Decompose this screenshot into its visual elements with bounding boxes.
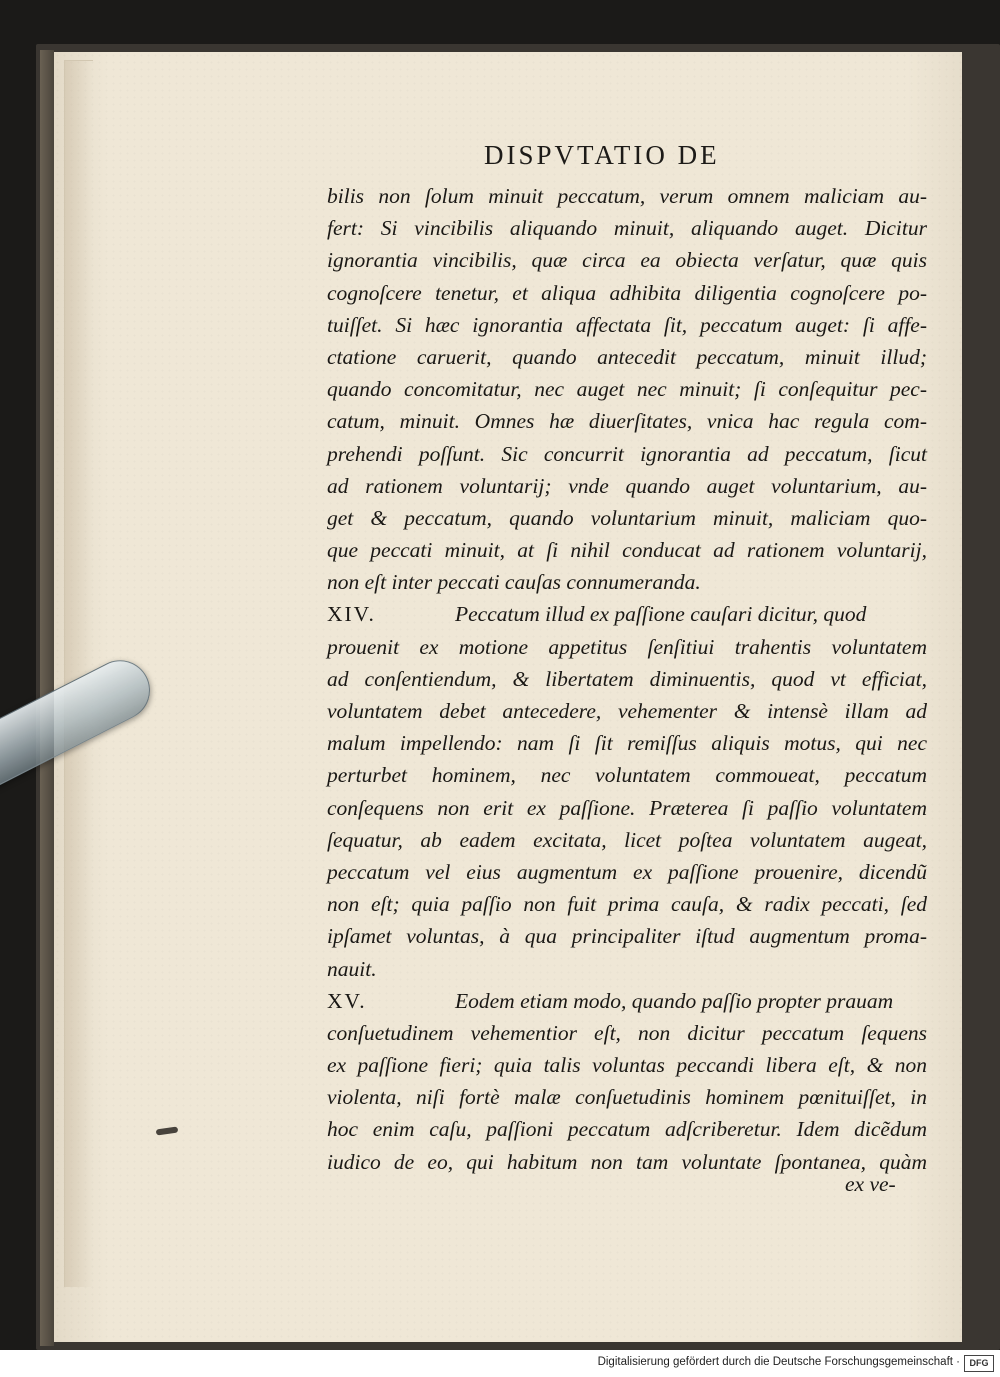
text-line-content: ctatione caruerit, quando antecedit peccatum, minuit illud; bbox=[327, 344, 927, 369]
text-line-content: Eodem etiam modo, quando paſſio propter prauam bbox=[455, 988, 894, 1013]
text-line-content: ad conſentiendum, & libertatem diminuentis, quod vt efficiat, bbox=[327, 666, 927, 691]
text-line-content: ipſamet voluntas, à qua principaliter iſtud augmentum proma- bbox=[327, 924, 927, 949]
text-line-content: prehendi poſſunt. Sic concurrit ignorantia ad peccatum, ſicut bbox=[327, 441, 927, 466]
section-number: XIV. bbox=[327, 602, 376, 627]
text-line bbox=[327, 438, 927, 470]
text-line-content: Peccatum illud ex paſſione cauſari dicitur, quod bbox=[455, 602, 867, 627]
text-line-content: perturbet hominem, nec voluntatem commoueat, peccatum bbox=[327, 763, 927, 788]
text-line-content: ignorantia vincibilis, quæ circa ea obiecta verſatur, quæ quis bbox=[327, 248, 927, 273]
text-line bbox=[327, 566, 927, 598]
text-line-content: ad rationem voluntarij; vnde quando auget voluntarium, au- bbox=[327, 473, 927, 498]
text-line-content: get & peccatum, quando voluntarium minuit, maliciam quo- bbox=[327, 505, 927, 530]
text-line bbox=[327, 405, 927, 437]
dfg-logo: DFG bbox=[964, 1355, 994, 1372]
text-line-content: ſequatur, ab eadem excitata, licet poſtea voluntatem augeat, bbox=[327, 827, 927, 852]
text-line-content: non eſt; quia paſſio non fuit prima cauſa, & radix peccati, ſed bbox=[327, 892, 927, 917]
text-line bbox=[327, 180, 927, 212]
section-number: XV. bbox=[327, 988, 367, 1013]
text-line-content: que peccati minuit, at ſi nihil conducat ad rationem voluntarij, bbox=[327, 538, 927, 563]
text-line-content: fert: Si vincibilis aliquando minuit, aliquando auget. Dicitur bbox=[327, 216, 927, 241]
text-line bbox=[327, 277, 927, 309]
text-line bbox=[327, 792, 927, 824]
text-line-content: cognoſcere tenetur, et aliqua adhibita diligentia cognoſcere po- bbox=[327, 280, 927, 305]
text-line bbox=[327, 598, 927, 630]
text-line-content: non eſt inter peccati cauſas connumeranda. bbox=[327, 570, 701, 595]
text-line bbox=[327, 309, 927, 341]
text-line bbox=[327, 212, 927, 244]
text-line-content: voluntatem debet antecedere, vehementer & intensè illam ad bbox=[327, 699, 927, 723]
text-line bbox=[327, 341, 927, 373]
text-line bbox=[327, 759, 927, 791]
text-line bbox=[327, 373, 927, 405]
text-line bbox=[327, 663, 927, 695]
text-line bbox=[327, 856, 927, 888]
text-line-content: malum impellendo: nam ſi ſit remiſſus aliquis motus, qui nec bbox=[327, 731, 927, 756]
text-line-content: conſequens non erit ex paſſione. Præterea ſi paſſio voluntatem bbox=[327, 795, 927, 820]
footer-credit: Digitalisierung gefördert durch die Deutsche Forschungsgemeinschaft · bbox=[597, 1356, 960, 1368]
text-line bbox=[327, 985, 927, 1017]
text-line-content: violenta, niſi fortè malæ conſuetudinis hominem pœnituiſſet, in bbox=[327, 1085, 927, 1110]
text-line-content: conſuetudinem vehementior eſt, non dicitur peccatum ſequens bbox=[327, 1020, 927, 1045]
text-line bbox=[327, 244, 927, 276]
text-line bbox=[327, 470, 927, 502]
text-line bbox=[327, 727, 927, 759]
text-line-content: catum, minuit. Omnes hæ diuerſitates, vnica hac regula com- bbox=[327, 409, 927, 434]
catchword: ex ve- bbox=[845, 1172, 896, 1196]
text-line bbox=[327, 631, 927, 663]
text-line bbox=[327, 1113, 927, 1145]
footer-bar bbox=[0, 1350, 1000, 1377]
text-line bbox=[327, 920, 927, 952]
running-title: DISPVTATIO DE bbox=[484, 140, 720, 170]
text-line bbox=[327, 1081, 927, 1113]
text-line-content: tuiſſet. Si hæc ignorantia affectata ſit, peccatum auget: ſi affe- bbox=[327, 312, 927, 337]
text-line bbox=[327, 1017, 927, 1049]
text-line bbox=[327, 534, 927, 566]
text-line bbox=[327, 1049, 927, 1081]
text-line bbox=[327, 1146, 927, 1178]
text-line bbox=[327, 695, 927, 727]
text-line bbox=[327, 888, 927, 920]
text-line bbox=[327, 953, 927, 985]
body-text bbox=[327, 180, 927, 1178]
text-line bbox=[327, 502, 927, 534]
text-line-content: iudico de eo, qui habitum non tam voluntate ſpontanea, quàm bbox=[327, 1149, 927, 1174]
text-line-content: peccatum vel eius augmentum ex paſſione prouenire, dicendũ bbox=[327, 859, 927, 884]
text-line-content: quando concomitatur, nec auget nec minuit; ſi conſequitur pec- bbox=[327, 377, 927, 402]
text-line-content: nauit. bbox=[327, 956, 377, 981]
text-line-content: hoc enim caſu, paſſioni peccatum adſcriberetur. Idem dicẽdum bbox=[327, 1117, 927, 1142]
text-line-content: bilis non ſolum minuit peccatum, verum omnem maliciam au- bbox=[327, 184, 927, 208]
text-line bbox=[327, 824, 927, 856]
text-line-content: ex paſſione fieri; quia talis voluntas peccandi libera eſt, & non bbox=[327, 1053, 927, 1078]
text-line-content: prouenit ex motione appetitus ſenſitiui trahentis voluntatem bbox=[327, 634, 927, 659]
